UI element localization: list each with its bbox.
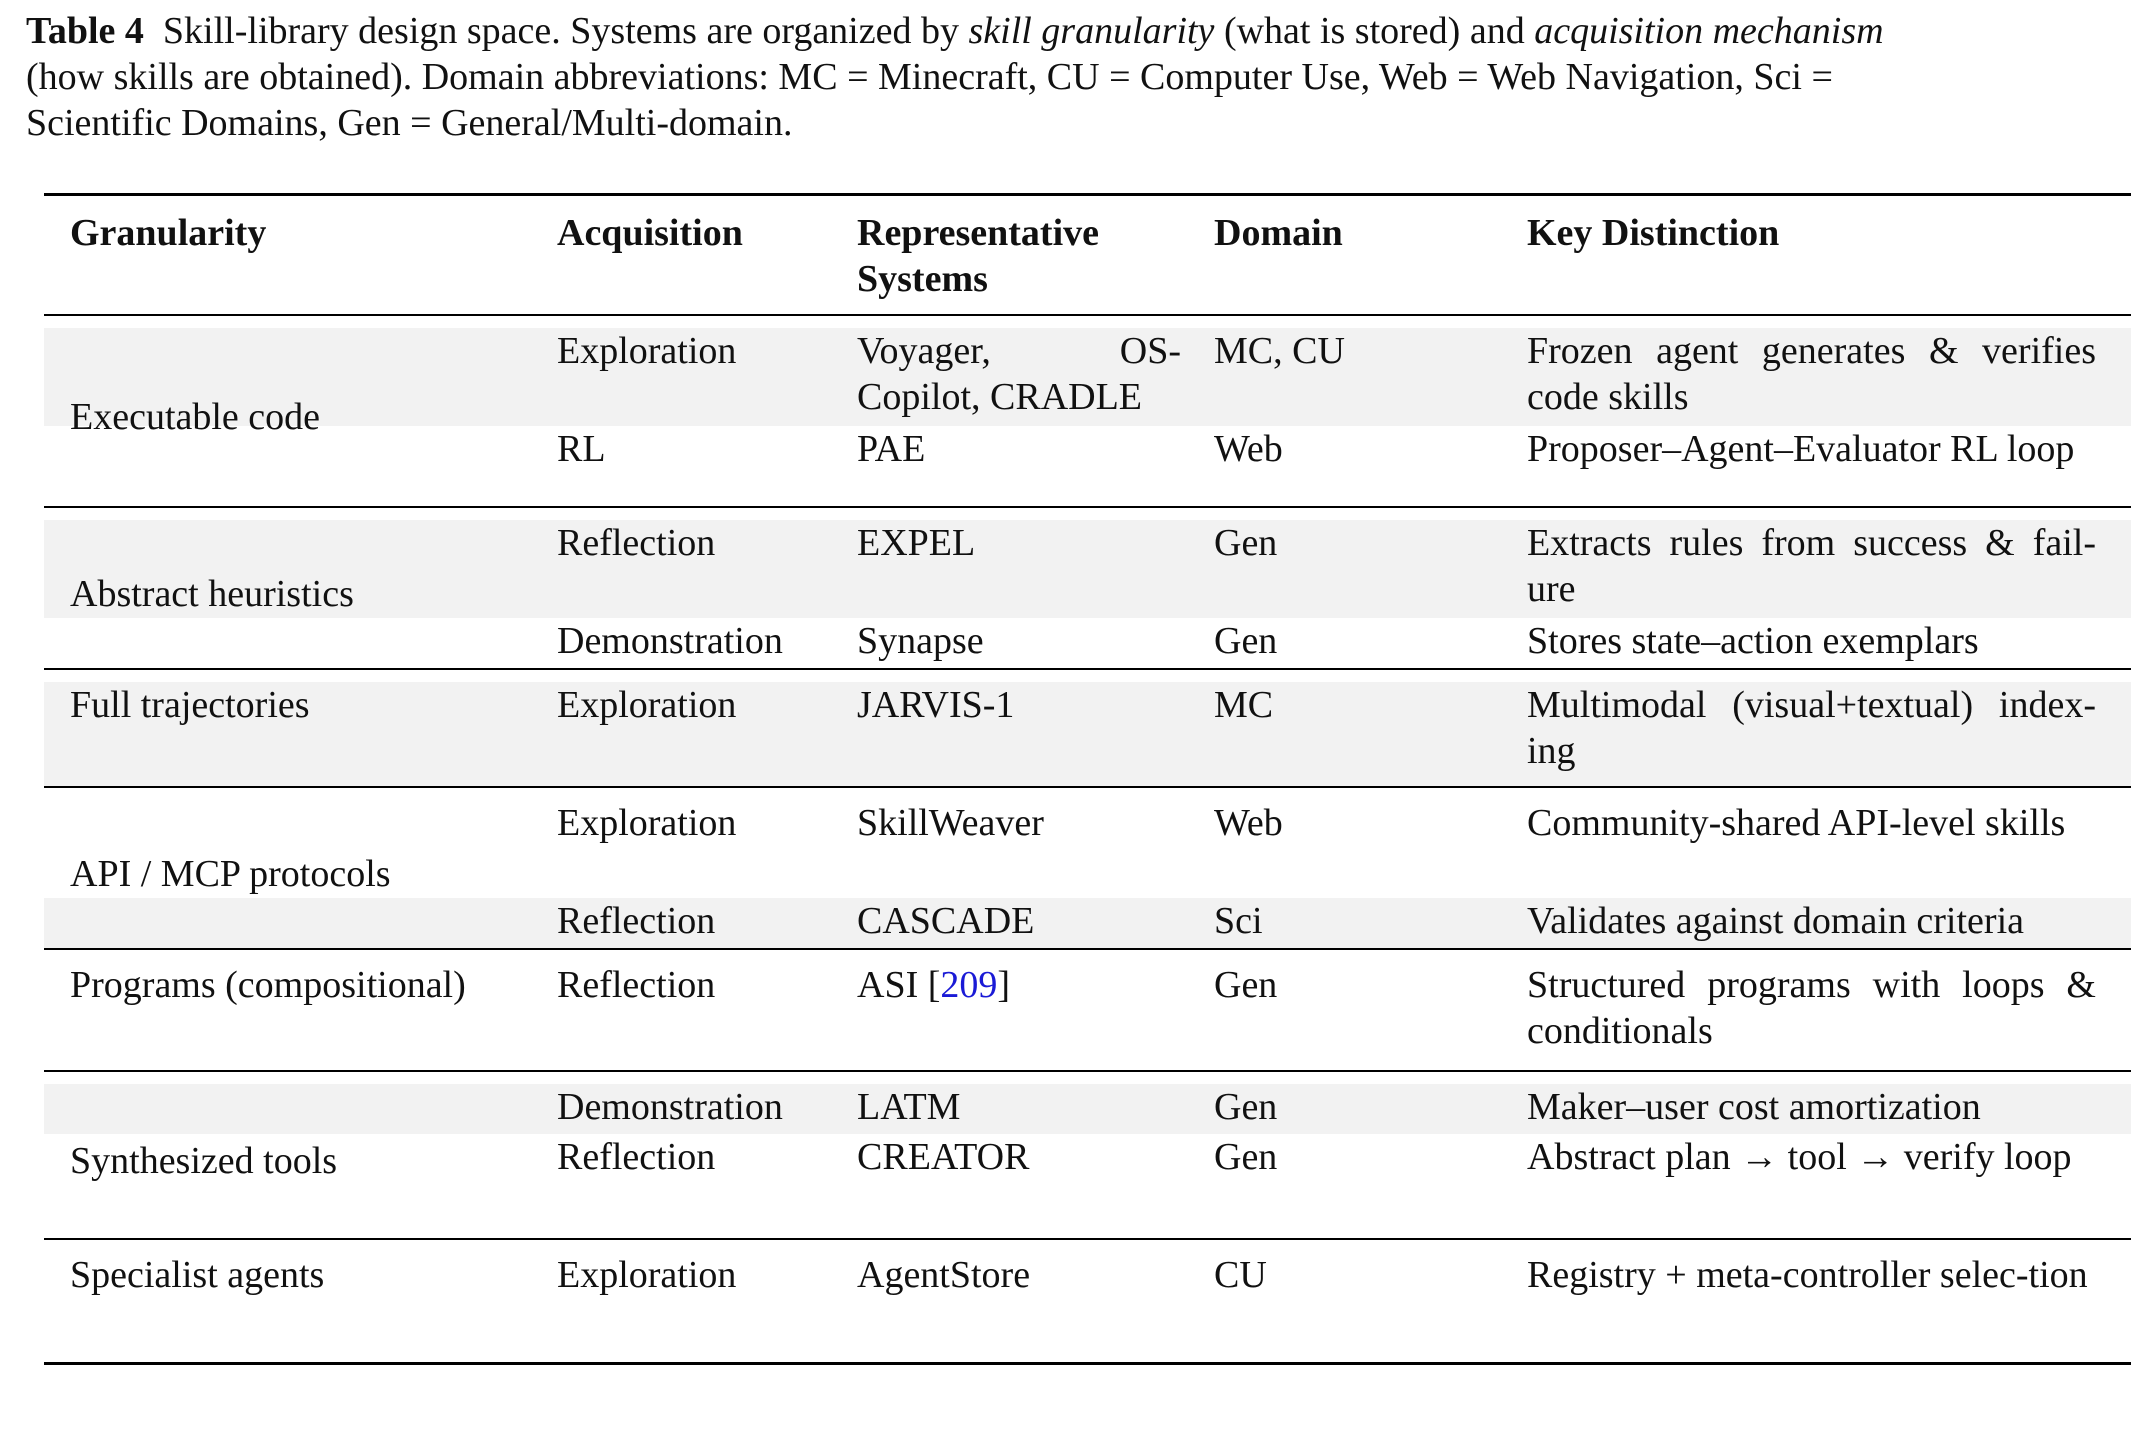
systems-cell: CREATOR — [857, 1136, 1030, 1178]
systems-cell: AgentStore — [857, 1254, 1031, 1296]
key-distinction-cell: Validates against domain criteria — [1527, 900, 2024, 942]
caption-line-1 — [26, 8, 2138, 54]
table-row — [44, 682, 2131, 786]
group-spacer — [44, 670, 2131, 682]
granularity-cell: Abstract heuristics — [70, 573, 354, 615]
table-row — [44, 520, 2131, 618]
domain-cell: Gen — [1214, 1136, 1278, 1178]
table-group — [44, 508, 2131, 670]
acquisition-cell: Exploration — [557, 684, 737, 726]
domain-cell: Web — [1214, 428, 1283, 470]
granularity-cell: API / MCP protocols — [70, 853, 391, 895]
table-row — [44, 618, 2131, 668]
acquisition-cell: Demonstration — [557, 620, 783, 662]
group-body — [44, 520, 2131, 668]
header-representative-systems — [857, 210, 1099, 302]
group-spacer — [44, 1240, 2131, 1252]
systems-cell: JARVIS-1 — [857, 684, 1015, 726]
domain-cell: Web — [1214, 802, 1283, 844]
systems-cell: SkillWeaver — [857, 802, 1044, 844]
key-distinction-cell: Abstract plan → tool → verify loop — [1527, 1136, 2072, 1178]
citation-link[interactable]: 209 — [940, 964, 998, 1006]
acquisition-cell: Demonstration — [557, 1086, 783, 1128]
granularity-cell: Full trajectories — [70, 684, 310, 726]
acquisition-cell: Exploration — [557, 330, 737, 372]
key-distinction-cell: Proposer–Agent–Evaluator RL loop — [1527, 428, 2075, 470]
domain-cell: Gen — [1214, 964, 1278, 1006]
system-name: ASI — [857, 964, 919, 1006]
domain-cell: MC, CU — [1214, 330, 1345, 372]
group-body — [44, 328, 2131, 506]
group-spacer — [44, 1072, 2131, 1084]
skill-library-table — [44, 193, 2131, 1365]
systems-cell: Voyager, OS-Copilot, CRADLE — [857, 330, 1181, 418]
table-group — [44, 950, 2131, 1072]
table-group — [44, 788, 2131, 950]
acquisition-cell: Exploration — [557, 802, 737, 844]
table-bottom-rule — [44, 1362, 2131, 1365]
header-systems-line-1: Representative — [857, 212, 1100, 254]
key-distinction-cell: Registry + meta-controller selec-tion — [1527, 1254, 2088, 1296]
domain-cell: Gen — [1214, 522, 1278, 564]
header-granularity: Granularity — [70, 212, 267, 254]
domain-cell: MC — [1214, 684, 1274, 726]
acquisition-cell: Reflection — [557, 900, 716, 942]
systems-cell: ASI [209] — [857, 964, 1011, 1006]
domain-cell: Gen — [1214, 1086, 1278, 1128]
table-row — [44, 426, 2131, 506]
table-caption — [26, 8, 2138, 146]
domain-cell: Gen — [1214, 620, 1278, 662]
granularity-cell: Synthesized tools — [70, 1140, 338, 1182]
caption-label: Table 4 — [26, 10, 144, 52]
domain-cell: CU — [1214, 1254, 1267, 1296]
key-distinction-cell: Frozen agent generates & verifies code skills — [1527, 330, 2096, 418]
table-group — [44, 1072, 2131, 1240]
table-group — [44, 1240, 2131, 1365]
acquisition-cell: Reflection — [557, 522, 716, 564]
table-row — [44, 1252, 2131, 1362]
caption-emphasis-2: acquisition mechanism — [1534, 10, 1884, 52]
table-row — [44, 1084, 2131, 1134]
key-distinction-cell: Community-shared API-level skills — [1527, 802, 2066, 844]
header-systems-line-2: Systems — [857, 258, 988, 300]
table-row — [44, 328, 2131, 426]
acquisition-cell: Reflection — [557, 1136, 716, 1178]
table-group — [44, 670, 2131, 788]
systems-cell: EXPEL — [857, 522, 976, 564]
key-distinction-cell: Maker–user cost amortization — [1527, 1086, 1981, 1128]
table-body — [44, 316, 2131, 1365]
systems-cell: PAE — [857, 428, 926, 470]
acquisition-cell: Reflection — [557, 964, 716, 1006]
key-distinction-cell: Structured programs with loops & conditionals — [1527, 964, 2096, 1052]
domain-cell: Sci — [1214, 900, 1263, 942]
acquisition-cell: Exploration — [557, 1254, 737, 1296]
group-spacer — [44, 950, 2131, 962]
group-spacer — [44, 788, 2131, 800]
group-body — [44, 1252, 2131, 1362]
caption-line-2: (how skills are obtained). Domain abbreviations: MC = Minecraft, CU = Computer Use, Web = Web Navigation, Sci = — [26, 56, 1833, 98]
group-body — [44, 682, 2131, 786]
group-spacer — [44, 316, 2131, 328]
table-row — [44, 1134, 2131, 1238]
caption-line-3: Scientific Domains, Gen = General/Multi-domain. — [26, 102, 793, 144]
granularity-cell: Executable code — [70, 396, 321, 438]
group-body — [44, 962, 2131, 1070]
systems-cell: Synapse — [857, 620, 984, 662]
granularity-cell: Programs (compositional) — [70, 964, 466, 1006]
header-domain: Domain — [1214, 212, 1343, 254]
group-spacer — [44, 508, 2131, 520]
caption-text-2: (what is stored) and — [1214, 10, 1535, 52]
key-distinction-cell: Extracts rules from success & fail-ure — [1527, 522, 2096, 610]
systems-cell: CASCADE — [857, 900, 1035, 942]
systems-cell: LATM — [857, 1086, 961, 1128]
caption-emphasis-1: skill granularity — [968, 10, 1215, 52]
table-header-row — [44, 196, 2131, 314]
header-key-distinction: Key Distinction — [1527, 212, 1780, 254]
granularity-cell: Specialist agents — [70, 1254, 325, 1296]
key-distinction-cell: Multimodal (visual+textual) index-ing — [1527, 684, 2096, 772]
group-body — [44, 800, 2131, 948]
acquisition-cell: RL — [557, 428, 606, 470]
group-body — [44, 1084, 2131, 1238]
header-acquisition: Acquisition — [557, 212, 743, 254]
table-group — [44, 316, 2131, 508]
key-distinction-cell: Stores state–action exemplars — [1527, 620, 1979, 662]
caption-text-1: Skill-library design space. Systems are organized by — [162, 10, 969, 52]
